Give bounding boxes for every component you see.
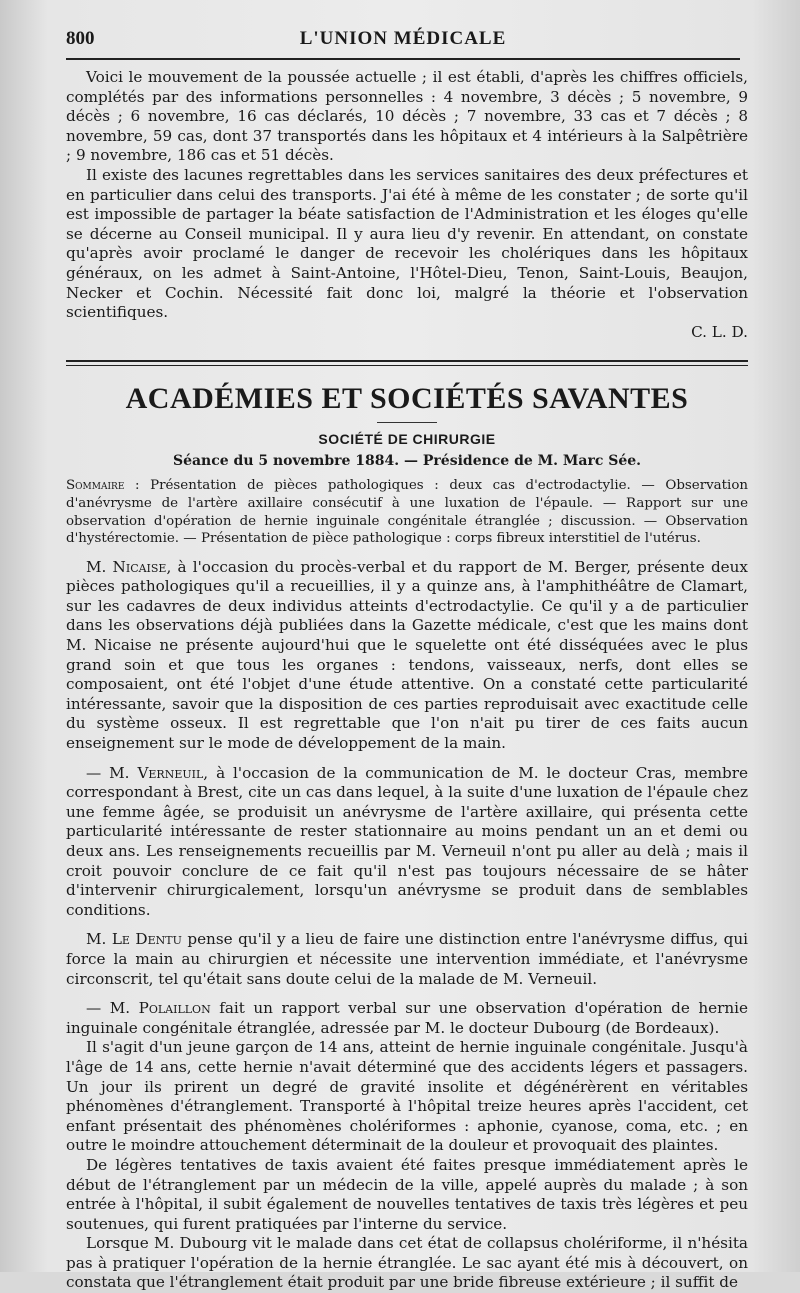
speaker-ledentu: M. Le Dentu [86, 930, 182, 949]
verneuil-text: à l'occasion de la communication de M. le docteur Cras, membre correspondant à Brest, cite un cas dans lequel, à la suite d'une luxation de l'épaule chez une femme âgée, se produisit un anévrysme de l'artère axillaire, qui présenta cette particularité intéressante de rester stationnaire au moins pendant un an et demi ou deux ans. Les renseignements recueillis par M. Verneuil n'ont pu aller au delà ; mais il croit pouvoir conclure de ce fait qu'il n'est pas toujours nécessaire de se hâter d'intervenir chirurgicalement, lorsqu'un anévrysme se produit dans de semblables conditions. [66, 763, 748, 919]
session-summary [66, 477, 748, 547]
operation-paragraph: Lorsque M. Dubourg vit le malade dans cet état de collapsus cholériforme, il n'hésita pas à pratiquer l'opération de la hernie étranglée. Le sac ayant été mis à découvert, on constata que l'étranglement était produit par une bride fibreuse extérieure ; il suffit de [66, 1234, 748, 1292]
article-content [66, 68, 748, 1293]
polaillon-text: fait un rapport verbal sur une observation d'opération de hernie inguinale congénitale étranglée, adressée par M. le docteur Dubourg (de Bordeaux). [66, 999, 748, 1037]
intro-paragraph-2: Il existe des lacunes regrettables dans les services sanitaires des deux préfectures et en particulier dans celui des transports. J'ai été à même de les constater ; de sorte qu'il est impossible de partager la béate satisfaction de l'Administration et les éloges qu'elle se décerne au Conseil municipal. Il y aura lieu d'y revenir. En attendant, on constate qu'après avoir proclamé le danger de recevoir les cholériques dans les hôpitaux généraux, on les admet à Saint-Antoine, l'Hôtel-Dieu, Tenon, Saint-Louis, Beaujon, Necker et Cochin. Nécessité fait donc loi, malgré la théorie et l'observation scientifiques. [66, 165, 748, 322]
summary-label: Sommaire : [66, 478, 140, 494]
speaker-polaillon: — M. Polaillon [86, 999, 211, 1018]
ledentu-paragraph [66, 930, 748, 989]
speaker-nicaise: M. Nicaise, [86, 557, 172, 576]
nicaise-paragraph [66, 558, 748, 754]
summary-text: Présentation de pièces pathologiques : deux cas d'ectrodactylie. — Observation d'anévrysme de l'artère axillaire consécutif à une luxation de l'épaule. — Rapport sur une observation d'opération de hernie inguinale congénitale étranglée ; discussion. — Observation d'hystérectomie. — Présentation de pièce pathologique : corps fibreux interstitiel de l'utérus. [66, 478, 748, 547]
author-signature: C. L. D. [691, 322, 748, 341]
speaker-verneuil: — M. Verneuil, [86, 763, 209, 782]
running-head [66, 24, 740, 60]
title-underline [377, 422, 437, 423]
section-divider [66, 360, 748, 366]
page-number: 800 [66, 28, 95, 49]
case-paragraph: Il s'agit d'un jeune garçon de 14 ans, atteint de hernie inguinale congénitale. Jusqu'à l'âge de 14 ans, cette hernie n'avait déterminé que des accidents légers et passagers. Un jour ils prirent un degré de gravité insolite et dégénérèrent en véritables phénomènes d'étranglement. Transporté à l'hôpital treize heures après l'accident, cet enfant présentait des phénomènes cholériformes : aphonie, cyanose, coma, etc. ; en outre le moindre attouchement déterminait de la douleur et provoquait des plaintes. [66, 1038, 748, 1155]
ledentu-text: pense qu'il y a lieu de faire une distinction entre l'anévrysme diffus, qui force la main au chirurgien et nécessite une intervention immédiate, et l'anévrysme circonscrit, tel qu'était sans doute celui de la malade de M. Verneuil. [66, 930, 748, 988]
section-title: ACADÉMIES ET SOCIÉTÉS SAVANTES [125, 382, 689, 416]
intro-paragraph-1: Voici le mouvement de la poussée actuelle ; il est établi, d'après les chiffres officiels, complétés par des informations personnelles : 4 novembre, 3 décès ; 5 novembre, 9 décès ; 6 novembre, 16 cas déclarés, 10 décès ; 7 novembre, 33 cas et 7 décès ; 8 novembre, 59 cas, dont 37 transportés dans les hôpitaux et 4 intérieurs à la Salpêtrière ; 9 novembre, 186 cas et 51 décès. [66, 68, 748, 165]
nicaise-text: à l'occasion du procès-verbal et du rapport de M. Berger, présente deux pièces pathologiques qu'il a recueillies, il y a quinze ans, à l'amphithéâtre de Clamart, sur les cadavres de deux individus atteints d'ectrodactylie. Ce qu'il y a de particulier dans les observations déjà publiées dans la Gazette médicale, c'est que les mains dont M. Nicaise ne présente aujourd'hui que le squelette ont été disséquées avec le plus grand soin et que tous les organes : tendons, vaisseaux, nerfs, dont elles se composaient, ont été l'objet d'une étude attentive. On a constaté cette particularité intéressante, savoir que la disposition de ces parties reproduisait avec exactitude celle du système osseux. Il est regrettable que l'on n'ait pu tirer de ces faits aucun enseignement sur le mode de développement de la main. [66, 557, 748, 753]
session-line: Séance du 5 novembre 1884. — Présidence de M. Marc Sée. [172, 453, 642, 470]
society-title: SOCIÉTÉ DE CHIRURGIE [318, 431, 496, 448]
journal-title: L'UNION MÉDICALE [299, 28, 507, 49]
taxis-paragraph: De légères tentatives de taxis avaient été faites presque immédiatement après le début de l'étranglement par un médecin de la ville, appelé auprès du malade ; à son entrée à l'hôpital, il subit également de nouvelles tentatives de taxis très légères et peu soutenues, qui furent pratiquées par l'interne du service. [66, 1155, 748, 1233]
verneuil-paragraph [66, 764, 748, 921]
polaillon-paragraph [66, 999, 748, 1038]
